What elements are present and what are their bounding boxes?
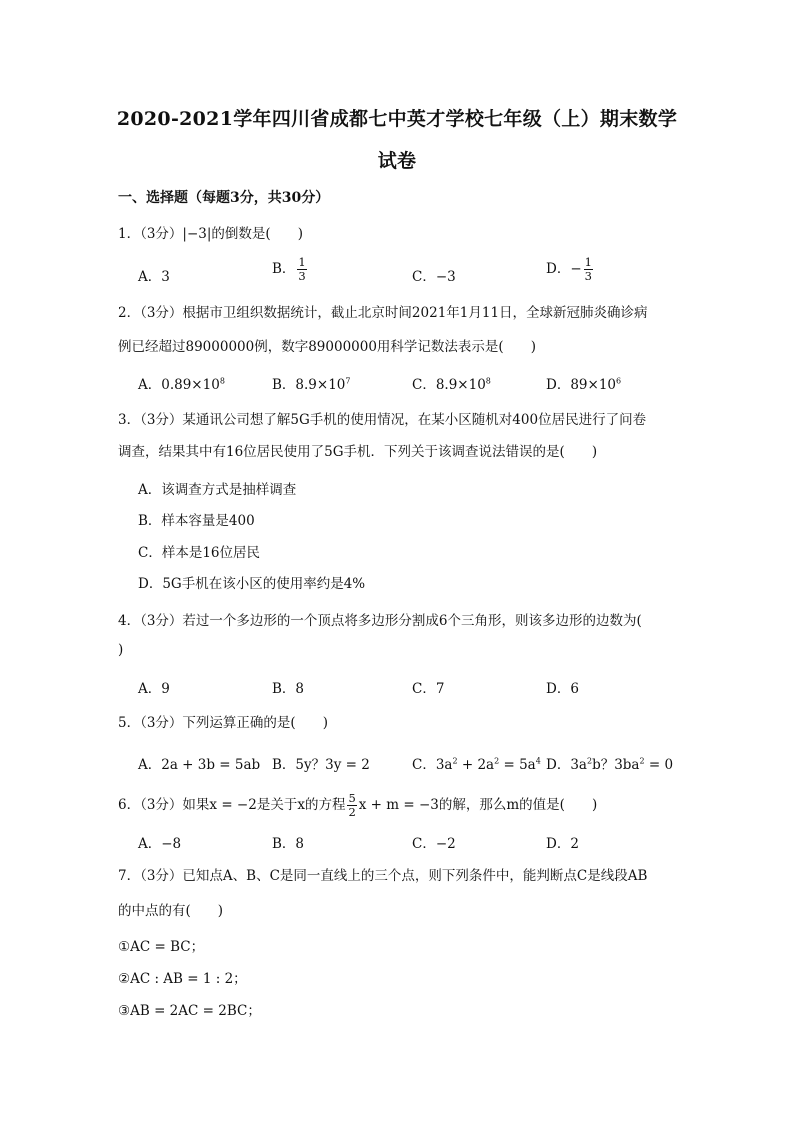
q5-option-c: C．$3a^2 + 2a^2 = 5a^4$ [412,756,541,773]
q6-option-a: A．−8 [138,836,182,852]
q5-option-a: A．2a + 3b = 5ab [138,757,261,773]
q7-condition-1: ①AC = BC； [118,939,205,955]
question-2-stem-line1: 2．（3分）根据市卫组织数据统计，截止北京时间2021年1月11日，全球新冠肺炎确诊病 [118,305,648,321]
q4-option-a: A．9 [138,681,170,697]
fraction: $\frac{5}{2}$ [348,791,356,820]
question-4-stem-line1: 4．（3分）若过一个多边形的一个顶点将多边形分割成6个三角形，则该多边形的边数为( [118,613,642,629]
q3-option-c: C．样本是16位居民 [138,545,261,561]
question-7-stem-line1: 7．（3分）已知点A、B、C是同一直线上的三个点，则下列条件中，能判断点C是线段AB [118,868,648,884]
q6-option-d: D．2 [546,836,579,852]
q3-option-b: B．样本容量是400 [138,513,255,529]
q1-option-a: A．3 [138,269,170,285]
q6-option-c: C．−2 [412,836,456,852]
q1-option-c: C．−3 [412,269,456,285]
question-3-stem-line2: 调查，结果其中有16位居民使用了5G手机．下列关于该调查说法错误的是( ) [118,444,598,460]
fraction: $\frac{1}{3}$ [298,255,306,284]
question-3-stem-line1: 3．（3分）某通讯公司想了解5G手机的使用情况，在某小区随机对400位居民进行了问卷 [118,412,647,428]
q4-option-b: B．8 [272,681,305,697]
question-7-stem-line2: 的中点的有( ) [118,903,224,919]
q2-option-d: D．$89\times 10^6$ [546,376,622,393]
q5-option-b: B．5y？3y = 2 [272,757,370,773]
question-5-stem: 5．（3分）下列运算正确的是( ) [118,715,328,731]
q3-option-a: A．该调查方式是抽样调查 [138,482,297,498]
q4-option-d: D．6 [546,681,579,697]
q6-option-b: B．8 [272,836,305,852]
q7-condition-2: ②AC : AB = 1 : 2； [118,971,247,987]
q5-option-d: D．$3a^2b$？$3ba^2 = 0$ [546,756,674,773]
q2-option-b: B．$8.9\times 10^7$ [272,376,351,393]
q1-option-b: B． $\frac{1}{3}$ [272,255,306,284]
question-6-stem: 6．（3分）如果x = −2是关于x的方程 $\frac{5}{2}$ x + m = −3的解，那么m的值是( ) [118,791,598,820]
q1-option-d: D．− $\frac{1}{3}$ [546,255,592,284]
exam-title-line2: 试卷 [377,150,417,172]
section-heading: 一、选择题（每题3分，共30分） [118,190,330,206]
q2-option-c: C．$8.9\times 10^8$ [412,376,491,393]
question-4-stem-line2: ) [118,642,124,658]
exam-title-line1: 2020-2021学年四川省成都七中英才学校七年级（上）期末数学 [116,108,678,130]
q7-condition-3: ③AB = 2AC = 2BC； [118,1003,261,1019]
question-1-stem: 1．（3分）|−3|的倒数是( ) [118,226,303,242]
question-2-stem-line2: 例已经超过89000000例，数字89000000用科学记数法表示是( ) [118,339,536,355]
fraction: $\frac{1}{3}$ [584,255,592,284]
q4-option-c: C．7 [412,681,445,697]
q3-option-d: D．5G手机在该小区的使用率约是4% [138,576,366,592]
q2-option-a: A．$0.89\times 10^8$ [138,376,225,393]
